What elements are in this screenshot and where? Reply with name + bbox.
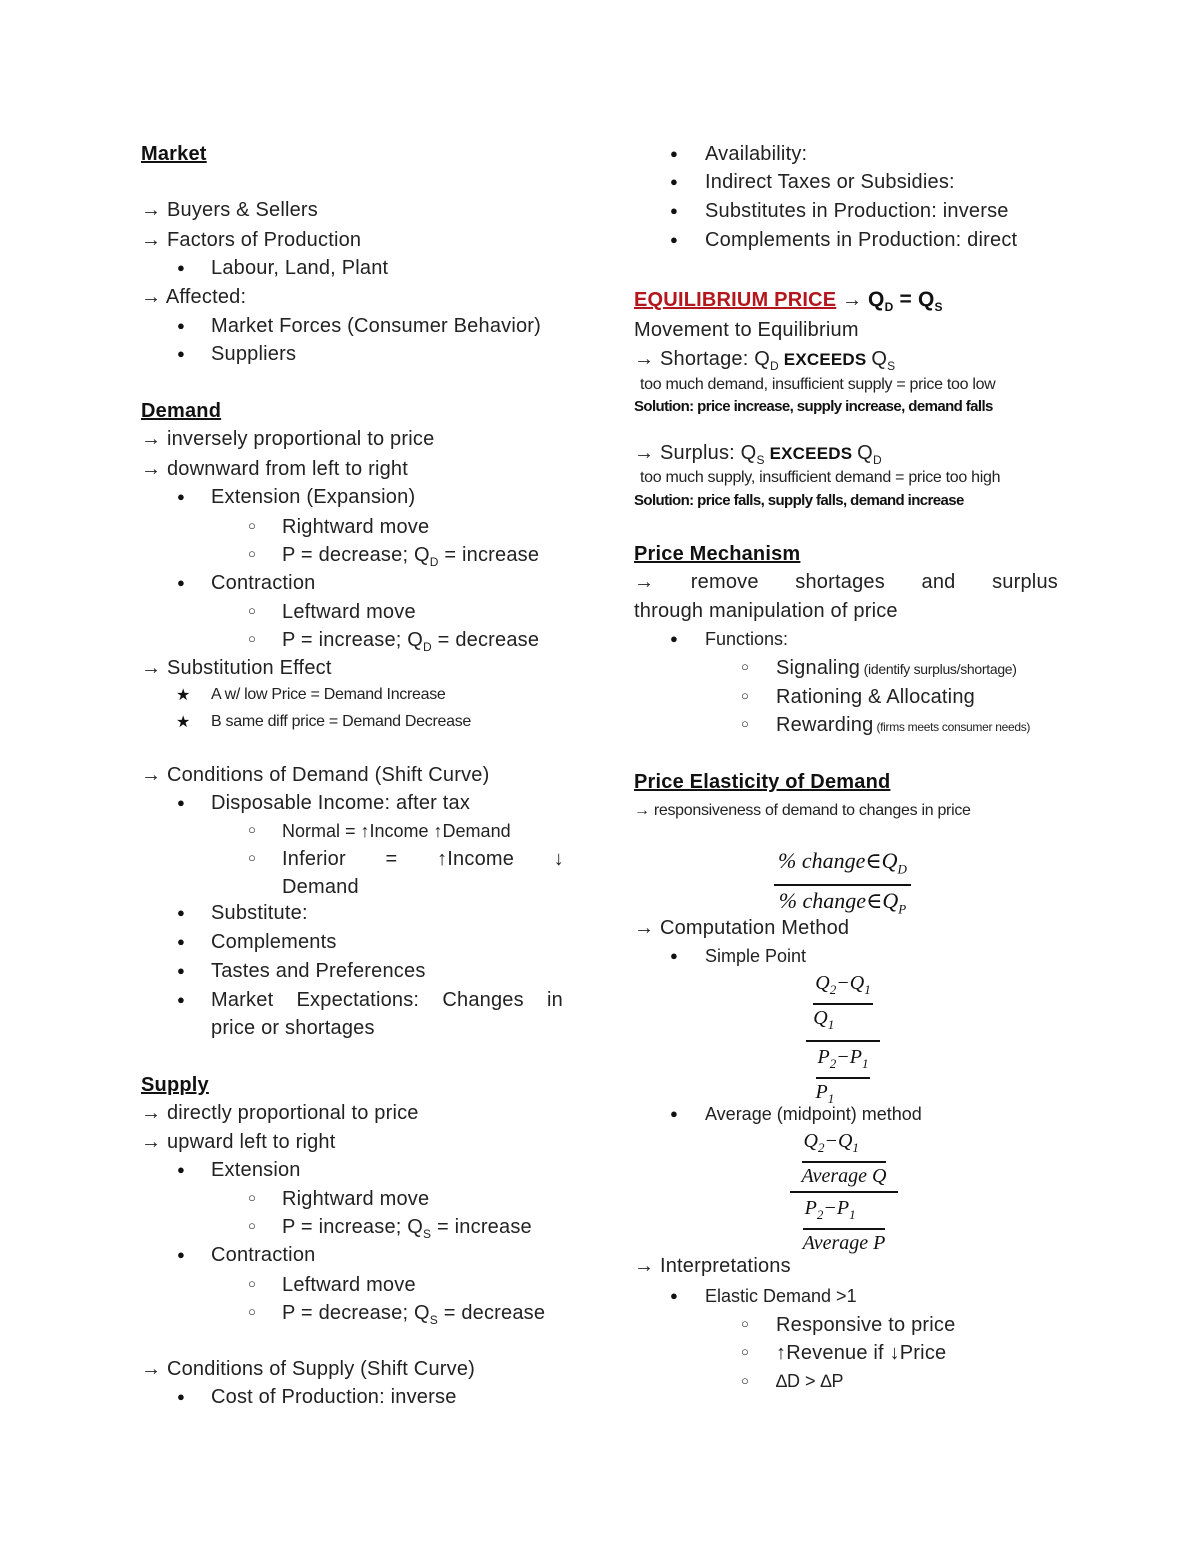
bullet-dot: ● — [670, 203, 678, 218]
demand-heading: Demand — [141, 400, 222, 422]
price-mechanism-heading: Price Mechanism — [634, 543, 801, 565]
supply-line-1: → directly proportional to price — [141, 1102, 419, 1124]
bullet-ring: ○ — [248, 1218, 256, 1233]
signaling: Signaling (identify surplus/shortage) — [776, 657, 1017, 679]
surplus-solution: Solution: price falls, supply falls, demand increase — [634, 492, 964, 509]
disposable-income: Disposable Income: after tax — [211, 792, 471, 814]
bullet-ring: ○ — [741, 1344, 749, 1359]
surplus-note: too much supply, insufficient demand = price too high — [640, 469, 1001, 486]
bullet-dot: ● — [670, 948, 678, 963]
bullet-ring: ○ — [248, 822, 256, 837]
conditions-of-supply: → Conditions of Supply (Shift Curve) — [141, 1358, 476, 1380]
functions: Functions: — [705, 629, 789, 649]
bullet-dot: ● — [177, 489, 185, 504]
bullet-dot: ● — [177, 963, 185, 978]
market-expectations: Market Expectations: Changes in — [211, 989, 563, 1011]
bullet-dot: ● — [177, 575, 185, 590]
rewarding: Rewarding (firms meets consumer needs) — [776, 714, 1031, 736]
indirect-taxes: Indirect Taxes or Subsidies: — [705, 171, 955, 193]
delta-comparison: ∆D > ∆P — [776, 1371, 844, 1391]
market-expectations-cont: price or shortages — [211, 1017, 375, 1039]
bullet-dot: ● — [177, 346, 185, 361]
average-formula: $Q_2-Q_1$ Average Q $P_2-P_1$ Average P — [790, 1128, 898, 1256]
bullet-ring: ○ — [741, 1316, 749, 1331]
affected-item: Market Forces (Consumer Behavior) — [211, 315, 542, 337]
demand-line-1: → inversely proportional to price — [141, 428, 435, 450]
bullet-dot: ● — [670, 1288, 678, 1303]
surplus-line: → Surplus: $Q_S$ EXCEEDS $Q_D$ — [634, 442, 882, 467]
supply-con-move: Leftward move — [282, 1274, 416, 1296]
bullet-dot: ● — [177, 318, 185, 333]
bullet-dot: ● — [177, 992, 185, 1007]
interpretations: → Interpretations — [634, 1255, 791, 1277]
normal-goods: Normal = ↑Income ↑Demand — [282, 821, 511, 841]
average-method: Average (midpoint) method — [705, 1104, 922, 1124]
bullet-dot: ● — [670, 232, 678, 247]
movement-to-equilibrium: Movement to Equilibrium — [634, 319, 859, 341]
elasticity-heading: Price Elasticity of Demand — [634, 771, 891, 793]
bullet-dot: ● — [670, 631, 678, 646]
substitution-b: B same diff price = Demand Decrease — [211, 713, 472, 730]
equilibrium-heading: EQUILIBRIUM PRICE — [634, 289, 837, 311]
bullet-dot: ● — [177, 1162, 185, 1177]
bullet-dot: ● — [670, 1106, 678, 1121]
bullet-dot: ● — [670, 146, 678, 161]
bullet-ring: ○ — [248, 850, 256, 865]
shortage-note: too much demand, insufficient supply = price too low — [640, 376, 996, 393]
revenue-increase: ↑Revenue if ↓Price — [776, 1342, 947, 1364]
bullet-dot: ● — [177, 795, 185, 810]
bullet-ring: ○ — [248, 1304, 256, 1319]
demand-con-move: Leftward move — [282, 601, 416, 623]
factors-line: → Factors of Production — [141, 229, 362, 251]
supply-ext-move: Rightward move — [282, 1188, 430, 1210]
bullet-ring: ○ — [248, 1276, 256, 1291]
bullet-ring: ○ — [741, 1373, 749, 1388]
substitute: Substitute: — [211, 902, 308, 924]
shortage-solution: Solution: price increase, supply increase, demand falls — [634, 398, 993, 415]
substitution-effect: → Substitution Effect — [141, 657, 332, 679]
bullet-ring: ○ — [248, 1190, 256, 1205]
supply-con-price: P = decrease; $Q_S$ = decrease — [282, 1302, 546, 1327]
demand-ext-price: P = decrease; $Q_D$ = increase — [282, 544, 540, 569]
supply-ext-price: P = increase; $Q_S$ = increase — [282, 1216, 532, 1241]
tastes-preferences: Tastes and Preferences — [211, 960, 426, 982]
rationing: Rationing & Allocating — [776, 686, 975, 708]
elasticity-formula: % $change\in Q_D$ % $change\in Q_P$ — [774, 848, 911, 923]
bullet-ring: ○ — [248, 518, 256, 533]
availability: Availability: — [705, 143, 808, 165]
bullet-dot: ● — [177, 934, 185, 949]
demand-line-2: → downward from left to right — [141, 458, 409, 480]
supply-contraction: Contraction — [211, 1244, 316, 1266]
shortage-line: → Shortage: $Q_D$ EXCEEDS $Q_S$ — [634, 348, 896, 373]
elasticity-definition: → responsiveness of demand to changes in price — [634, 802, 971, 819]
bullet-ring: ○ — [248, 603, 256, 618]
demand-con-price: P = increase; $Q_D$ = decrease — [282, 629, 540, 654]
factors-items: Labour, Land, Plant — [211, 257, 389, 279]
substitutes-production: Substitutes in Production: inverse — [705, 200, 1009, 222]
bullet-ring: ○ — [741, 659, 749, 674]
star-bullet: ★ — [176, 714, 191, 731]
bullet-dot: ● — [670, 174, 678, 189]
inferior-goods: Inferior = ↑Income ↓ — [282, 848, 564, 870]
conditions-of-demand: → Conditions of Demand (Shift Curve) — [141, 764, 490, 786]
demand-ext-move: Rightward move — [282, 516, 430, 538]
bullet-ring: ○ — [248, 546, 256, 561]
inferior-goods-cont: Demand — [282, 876, 359, 898]
supply-heading: Supply — [141, 1074, 209, 1096]
simple-point-formula: $Q_2-Q_1$ $Q_1$ $P_2-P_1$ $P_1$ — [806, 970, 880, 1112]
bullet-dot: ● — [177, 1389, 185, 1404]
affected-line: → Affected: — [141, 286, 247, 308]
complements: Complements — [211, 931, 337, 953]
complements-production: Complements in Production: direct — [705, 229, 1018, 251]
bullet-dot: ● — [177, 260, 185, 275]
star-bullet: ★ — [176, 687, 191, 704]
bullet-dot: ● — [177, 1247, 185, 1262]
market-heading: Market — [141, 143, 207, 165]
mechanism-line-cont: through manipulation of price — [634, 600, 898, 622]
responsive-to-price: Responsive to price — [776, 1314, 956, 1336]
bullet-dot: ● — [177, 905, 185, 920]
simple-point: Simple Point — [705, 946, 807, 966]
computation-method: → Computation Method — [634, 917, 850, 939]
buyers-sellers-line: → Buyers & Sellers — [141, 199, 318, 221]
cost-of-production: Cost of Production: inverse — [211, 1386, 457, 1408]
bullet-ring: ○ — [741, 688, 749, 703]
affected-item: Suppliers — [211, 343, 297, 365]
demand-contraction: Contraction — [211, 572, 316, 594]
substitution-a: A w/ low Price = Demand Increase — [211, 686, 446, 703]
elastic-demand: Elastic Demand >1 — [705, 1286, 857, 1306]
demand-extension: Extension (Expansion) — [211, 486, 416, 508]
mechanism-line: → remove shortages and surplus — [634, 571, 1058, 593]
bullet-ring: ○ — [248, 631, 256, 646]
supply-line-2: → upward left to right — [141, 1131, 336, 1153]
equilibrium-line: EQUILIBRIUM PRICE → $Q_D = Q_S$ — [634, 288, 943, 314]
supply-extension: Extension — [211, 1159, 301, 1181]
bullet-ring: ○ — [741, 716, 749, 731]
